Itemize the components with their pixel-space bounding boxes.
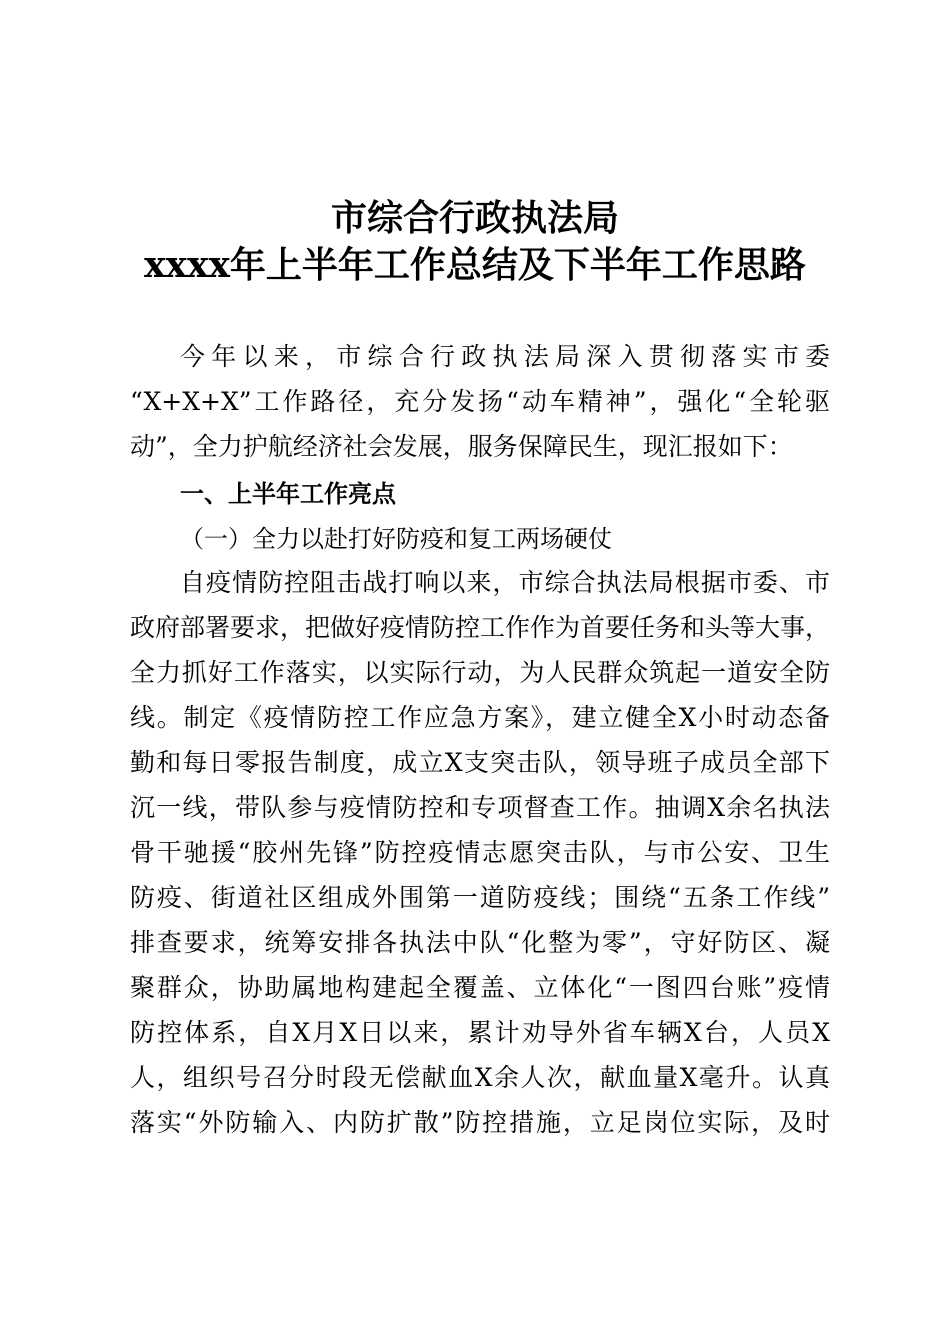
paragraph-line: 排查要求，统筹安排各执法中队“化整为零”，守好防区、凝 xyxy=(130,928,830,957)
subsection-heading: （一）全力以赴打好防疫和复工两场硬仗 xyxy=(180,525,612,553)
paragraph-line: 人，组织号召分时段无偿献血X余人次，献血量X毫升。认真 xyxy=(130,1063,830,1092)
paragraph-line: 自疫情防控阻击战打响以来，市综合执法局根据市委、市 xyxy=(180,568,830,597)
paragraph-line: 勤和每日零报告制度，成立X支突击队，领导班子成员全部下 xyxy=(130,748,830,777)
paragraph-line: 政府部署要求，把做好疫情防控工作作为首要任务和头等大事， xyxy=(130,613,830,642)
paragraph-line: 聚群众，协助属地构建起全覆盖、立体化“一图四台账”疫情 xyxy=(130,973,830,1002)
intro-line: 动”，全力护航经济社会发展，服务保障民生，现汇报如下： xyxy=(130,432,793,461)
paragraph-line: 线。制定《疫情防控工作应急方案》，建立健全X小时动态备 xyxy=(130,703,830,732)
document-title-line-2: xxxx年上半年工作总结及下半年工作思路 xyxy=(144,244,806,286)
document-title-line-1: 市综合行政执法局 xyxy=(330,197,619,239)
intro-line: “X+X+X”工作路径，充分发扬“动车精神”，强化“全轮驱 xyxy=(130,387,830,416)
paragraph-line: 骨干驰援“胶州先锋”防控疫情志愿突击队，与市公安、卫生 xyxy=(130,838,830,867)
paragraph-line: 全力抓好工作落实，以实际行动，为人民群众筑起一道安全防 xyxy=(130,658,830,687)
section-heading: 一、上半年工作亮点 xyxy=(180,480,396,508)
intro-line: 今年以来，市综合行政执法局深入贯彻落实市委 xyxy=(180,342,830,371)
paragraph-line: 防控体系，自X月X日以来，累计劝导外省车辆X台，人员X xyxy=(130,1018,830,1047)
paragraph-line: 落实“外防输入、内防扩散”防控措施，立足岗位实际，及时 xyxy=(130,1108,830,1137)
paragraph-line: 防疫、街道社区组成外围第一道防疫线；围绕“五条工作线” xyxy=(130,883,830,912)
paragraph-line: 沉一线，带队参与疫情防控和专项督查工作。抽调X余名执法 xyxy=(130,793,830,822)
